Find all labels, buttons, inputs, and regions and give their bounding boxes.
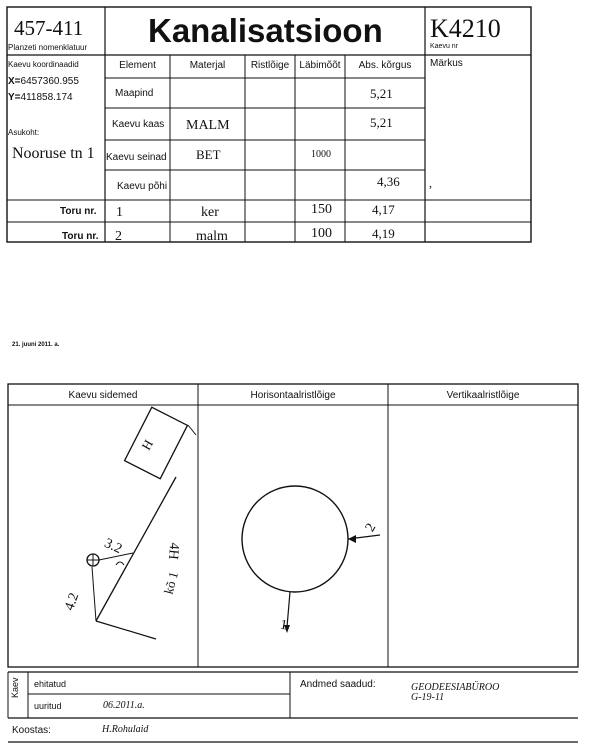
- footer-grid: [0, 670, 589, 753]
- source-label: Andmed saadud:: [300, 679, 376, 690]
- connections-sketch: [8, 405, 198, 667]
- author-label: Koostas:: [12, 725, 51, 736]
- pipe-label: Toru nr.: [60, 206, 97, 217]
- page-title: Kanalisatsioon: [148, 12, 383, 49]
- row-elevation: 5,21: [370, 115, 393, 130]
- pipe-number: 1: [116, 205, 123, 220]
- well-symbol-icon: [87, 554, 99, 566]
- coord-x-value: 6457360.955: [20, 76, 79, 87]
- panel-title-horizontal: Horisontaalristlõige: [250, 390, 336, 401]
- location-value: Nooruse tn 1: [12, 145, 95, 162]
- well-number: K4210: [430, 14, 501, 43]
- built-label: ehitatud: [34, 679, 67, 689]
- sheet-number: 457-411: [14, 16, 84, 40]
- col-header-element: Element: [119, 60, 156, 71]
- location-caption: Asukoht:: [8, 128, 40, 137]
- building-outline: [125, 407, 188, 479]
- pipe-label-right: 2: [362, 520, 380, 535]
- pipe-label-down: 1: [278, 617, 289, 634]
- row-material: BET: [196, 147, 221, 162]
- distance-note: 4H: [164, 541, 182, 561]
- distance-note: 4.2: [62, 591, 83, 613]
- col-header-section: Ristlõige: [250, 60, 290, 71]
- row-element: Kaevu põhi: [117, 181, 168, 192]
- col-header-material: Materjal: [189, 60, 226, 71]
- coord-y-value: 411858.174: [20, 92, 73, 103]
- distance-note: 3.2: [101, 536, 125, 558]
- row-material: MALM: [186, 118, 230, 133]
- row-element: Maapind: [115, 88, 154, 99]
- pipe-diameter: 150: [311, 202, 332, 217]
- row-diameter: 1000: [311, 149, 331, 160]
- row-element: Kaevu kaas: [112, 119, 165, 130]
- arrow-icon: [348, 535, 356, 543]
- pipe-label: Toru nr.: [62, 231, 99, 242]
- pipe-material: malm: [196, 229, 228, 244]
- horizontal-section-sketch: [198, 405, 388, 667]
- row-elevation: 4,36: [377, 174, 400, 189]
- source-value: GEODEESIABÜROO: [411, 682, 500, 693]
- coords-caption: Kaevu koordinaadid: [8, 60, 79, 69]
- source-code: G-19-11: [411, 692, 445, 703]
- row-elevation: 5,21: [370, 86, 393, 101]
- boundary-line: [96, 621, 156, 639]
- author-value: H.Rohulaid: [102, 724, 149, 735]
- coord-x-label: X=: [8, 76, 21, 87]
- pipe-number: 2: [115, 229, 122, 244]
- sheet-caption: Planzeti nomenklatuur: [8, 43, 88, 52]
- panel-title-vertical: Vertikaalristlõige: [446, 390, 520, 401]
- surveyed-label: uuritud: [34, 701, 62, 711]
- row-element: Kaevu seinad: [106, 152, 167, 163]
- pipe-elevation: 4,19: [372, 226, 395, 241]
- distance-note: kõ 1: [160, 569, 182, 596]
- pipe-elevation: 4,17: [372, 202, 395, 217]
- well-caption: Kaevu nr: [430, 43, 459, 50]
- coord-x: [8, 76, 79, 87]
- surveyed-value: 06.2011.a.: [103, 700, 145, 711]
- col-header-note: Märkus: [430, 58, 463, 69]
- pipe-material: ker: [201, 205, 219, 220]
- panel-title-connections: Kaevu sidemed: [68, 390, 138, 401]
- building-label: H: [138, 436, 157, 453]
- col-header-elevation: Abs. kõrgus: [358, 60, 412, 71]
- row-note: ,: [429, 176, 432, 190]
- document-date: 21. juuni 2011. a.: [12, 342, 60, 348]
- well-circle: [242, 486, 348, 592]
- coord-y: [8, 92, 73, 103]
- footer-side-label: Kaev: [10, 677, 20, 698]
- col-header-diameter: Läbimõõt: [299, 60, 341, 71]
- coord-y-label: Y=: [8, 92, 21, 103]
- pipe-diameter: 100: [311, 226, 332, 241]
